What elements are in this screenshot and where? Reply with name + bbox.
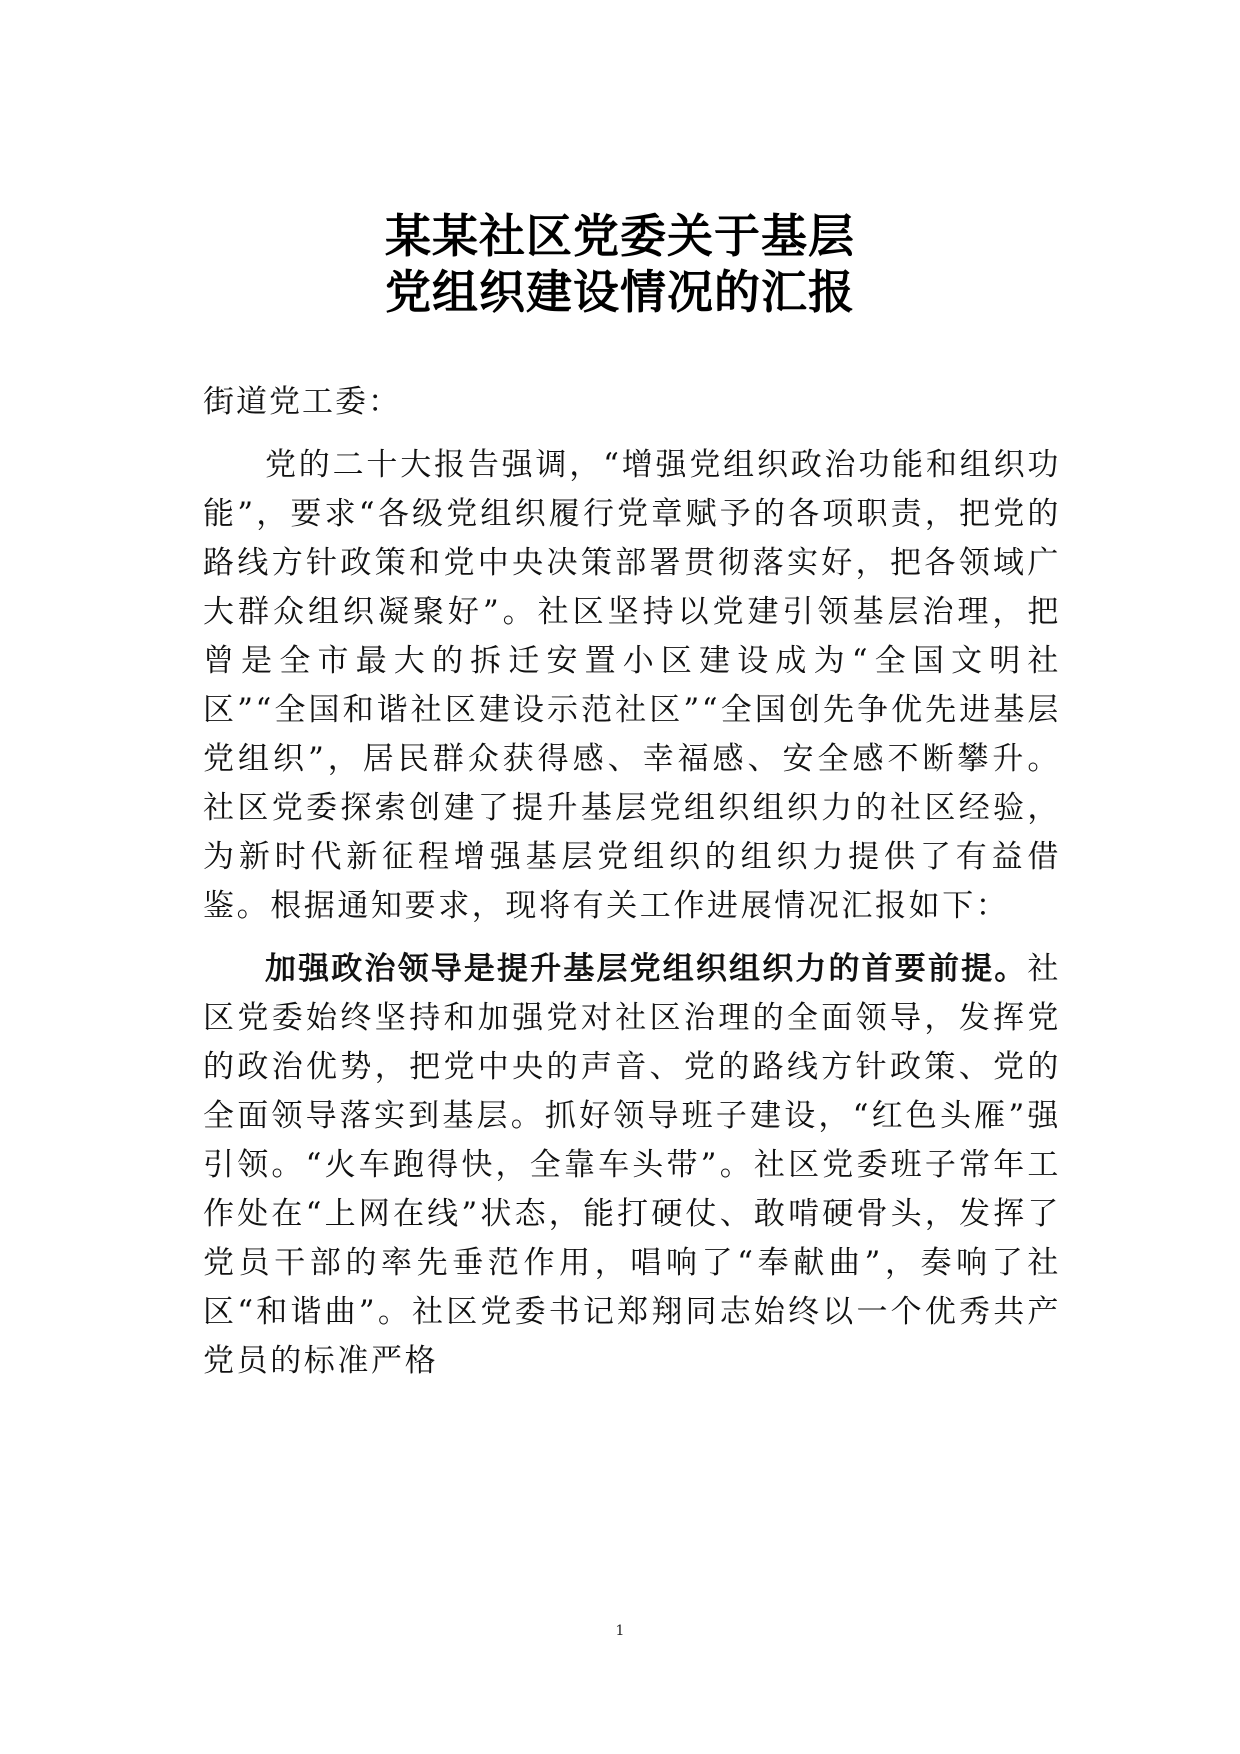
paragraph-intro: 党的二十大报告强调，“增强党组织政治功能和组织功能”，要求“各级党组织履行党章赋予的各项职责，把党的路线方针政策和党中央决策部署贯彻落实好，把各领域广大群众组织凝聚好”。社区坚持以党建引领基层治理，把曾是全市最大的拆迁安置小区建设成为“全国文明社区”“全国和谐社区建设示范社区”“全国创先争优先进基层党组织”，居民群众获得感、幸福感、安全感不断攀升。社区党委探索创建了提升基层党组织组织力的社区经验，为新时代新征程增强基层党组织的组织力提供了有益借鉴。根据通知要求，现将有关工作进展情况汇报如下： <box>203 447 1061 924</box>
title-line-2: 党组织建设情况的汇报 <box>385 265 855 319</box>
paragraph-political-leadership <box>203 945 1061 1386</box>
salutation: 街道党工委： <box>203 384 401 420</box>
document-body <box>203 378 1061 1400</box>
paragraph-body-text: 社区党委始终坚持和加强党对社区治理的全面领导，发挥党的政治优势，把党中央的声音、党的路线方针政策、党的全面领导落实到基层。抓好领导班子建设，“红色头雁”强引领。“火车跑得快，全靠车头带”。社区党委班子常年工作处在“上网在线”状态，能打硬仗、敢啃硬骨头，发挥了党员干部的率先垂范作用，唱响了“奉献曲”，奏响了社区“和谐曲”。社区党委书记郑翔同志始终以一个优秀共产党员的标准严格 <box>203 951 1061 1379</box>
document-title <box>0 208 1240 320</box>
paragraph-lead-sentence: 加强政治领导是提升基层党组织组织力的首要前提。 <box>265 951 1028 987</box>
page-number: 1 <box>615 1623 625 1639</box>
title-line-1: 某某社区党委关于基层 <box>385 209 855 263</box>
